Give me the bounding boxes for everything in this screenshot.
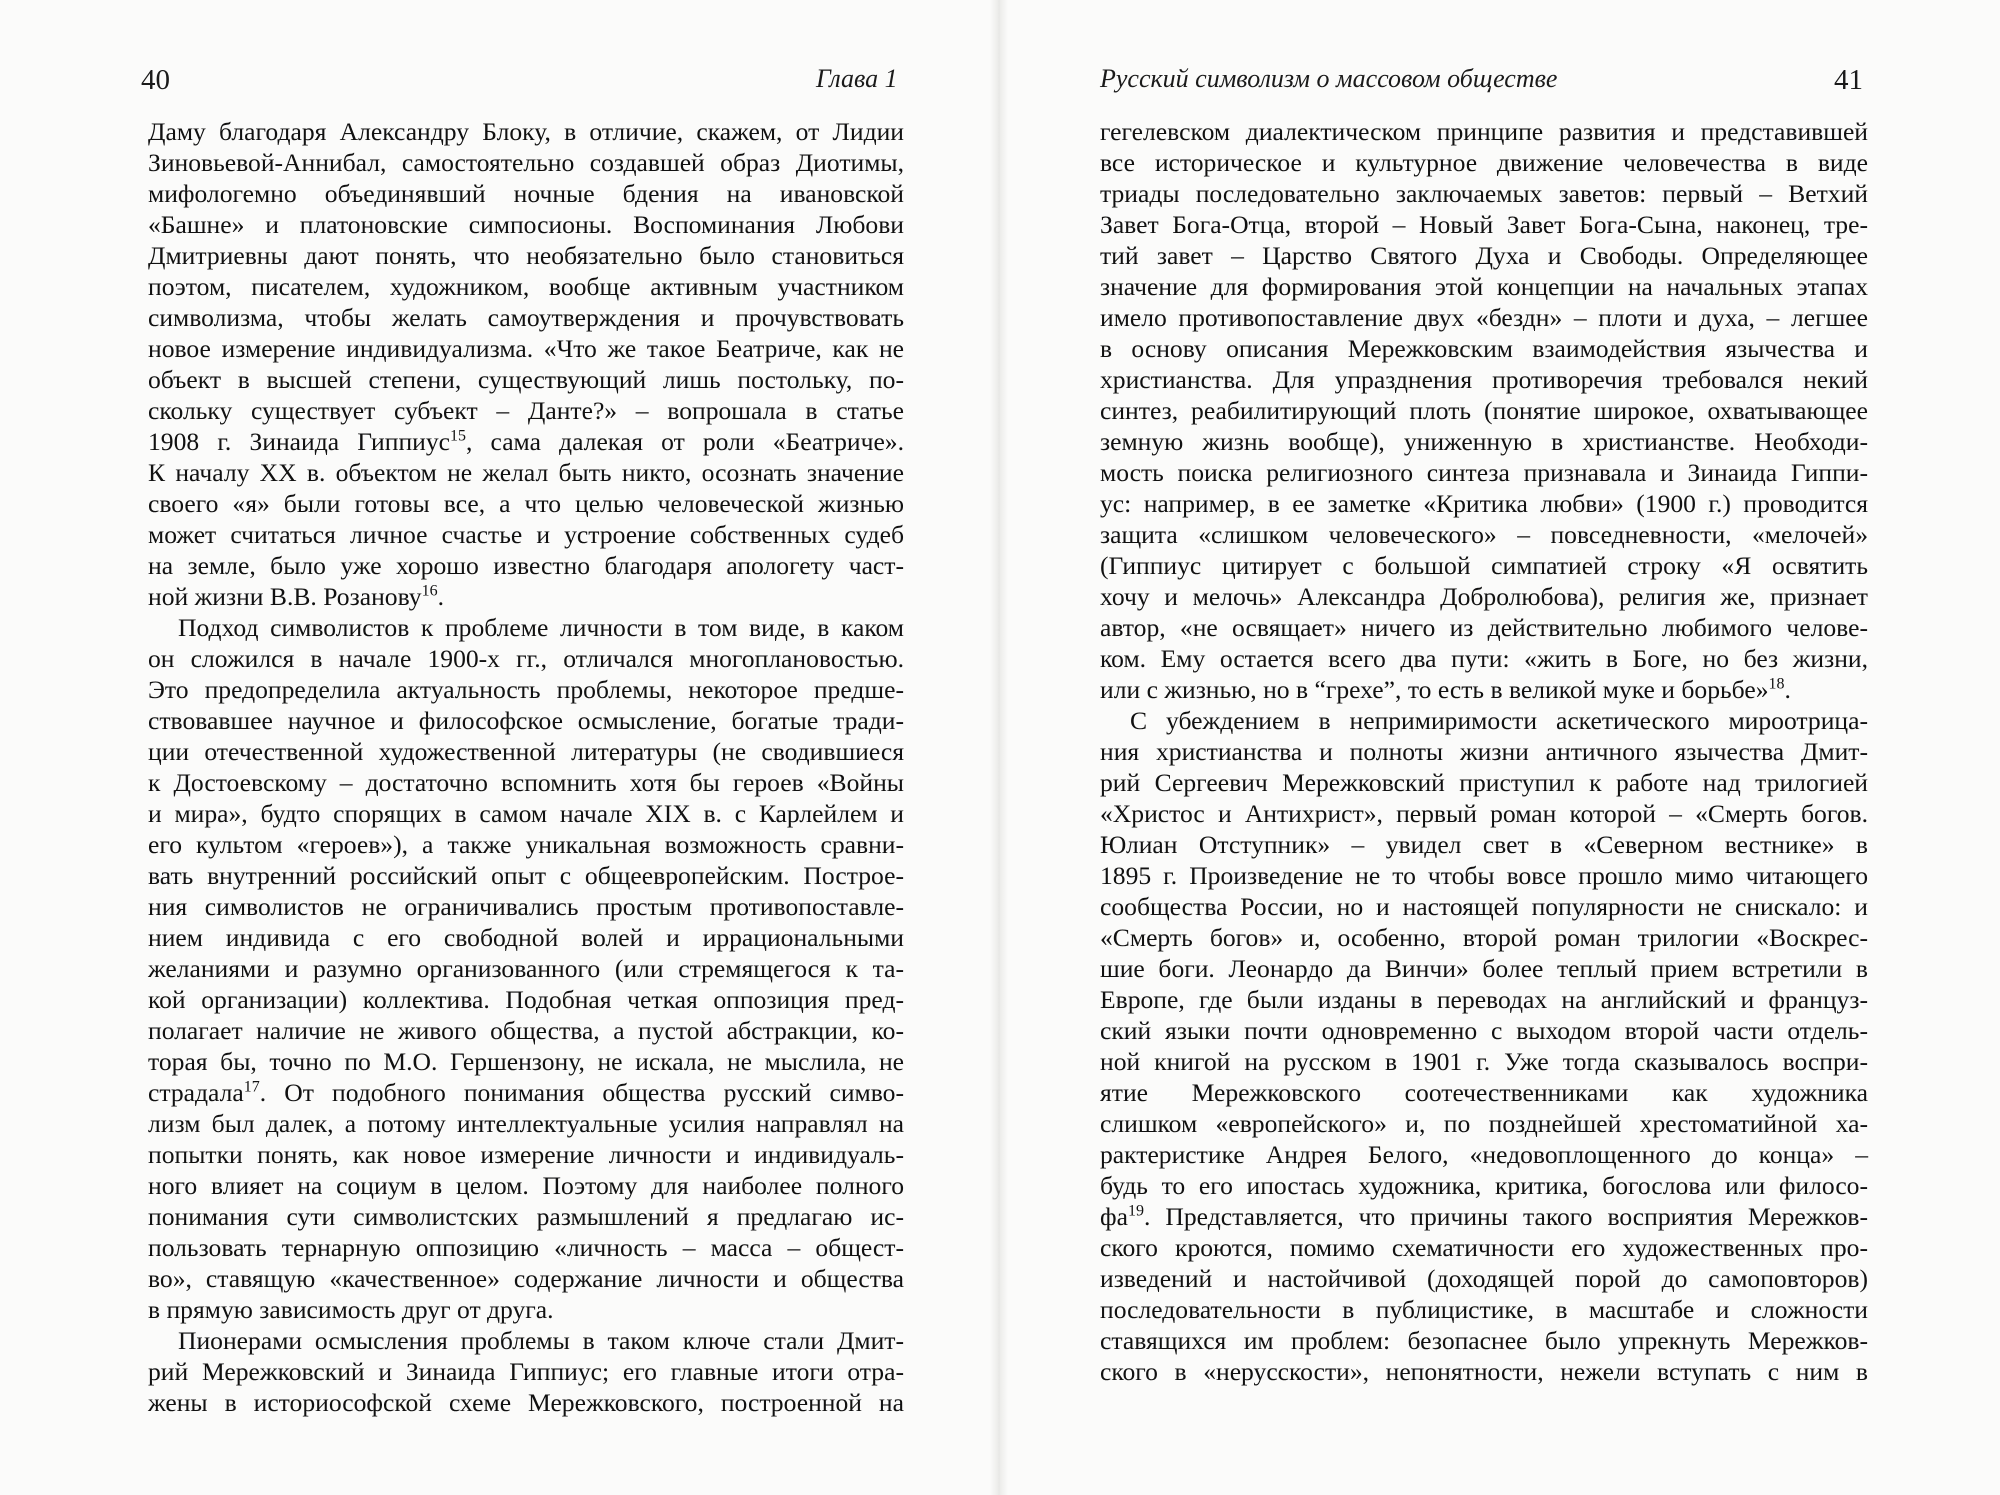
text-line <box>148 891 904 922</box>
text-line <box>148 953 904 984</box>
text-line <box>148 209 904 240</box>
text-line <box>148 1108 904 1139</box>
line-text: ния христианства и полноты жизни античного язычества Дмит- <box>1100 737 1868 766</box>
line-text: ции отечественной художественной литературы (не сводившиеся <box>148 737 904 766</box>
line-text: желаниями и разумно организованного (или стремящегося к та- <box>148 954 904 983</box>
text-line <box>1100 798 1868 829</box>
line-text: поэтом, писателем, художником, вообще активным участником <box>148 272 904 301</box>
text-line <box>148 984 904 1015</box>
line-text: полагает наличие не живого общества, а пустой абстракции, ко- <box>148 1016 904 1045</box>
text-line <box>148 1201 904 1232</box>
left-page <box>0 0 990 1495</box>
text-line <box>148 1077 904 1108</box>
text-line <box>1100 1325 1868 1356</box>
text-line <box>1100 736 1868 767</box>
line-text: слишком «европейского» и, по позднейшей хрестоматийной ха- <box>1100 1109 1868 1138</box>
line-text: ставящихся им проблем: безопаснее было упрекнуть Мережков- <box>1100 1326 1868 1355</box>
text-line <box>1100 333 1868 364</box>
line-text: жены в историософской схеме Мережковского, построенной на <box>148 1388 904 1417</box>
text-line <box>1100 1232 1868 1263</box>
text-line <box>148 395 904 426</box>
text-line <box>148 178 904 209</box>
line-text: или с жизнью, но в “грехе”, то есть в великой муке и борьбе» <box>1100 675 1769 704</box>
text-line <box>148 705 904 736</box>
line-text: рактеристике Андрея Белого, «недовоплощенного до конца» – <box>1100 1140 1868 1169</box>
text-line <box>148 1170 904 1201</box>
text-line <box>148 550 904 581</box>
text-line <box>1100 395 1868 426</box>
line-text: ной жизни В.В. Розанову <box>148 582 422 611</box>
text-line <box>1100 1356 1868 1387</box>
line-text: ной книгой на русском в 1901 г. Уже тогда сказывалось воспри- <box>1100 1047 1868 1076</box>
line-text: понимания сути символистских размышлений я предлагаю ис- <box>148 1202 904 1231</box>
line-text: лизм был далек, а потому интеллектуальные усилия направлял на <box>148 1109 904 1138</box>
text-line <box>1100 147 1868 178</box>
line-text: 1895 г. Произведение не то чтобы вовсе прошло мимо читающего <box>1100 861 1868 890</box>
text-line <box>148 519 904 550</box>
line-text: его культом «героев»), а также уникальная возможность сравни- <box>148 830 904 859</box>
text-line <box>148 581 904 612</box>
text-line <box>1100 1294 1868 1325</box>
page-body-text <box>148 116 904 1418</box>
text-line <box>1100 1201 1868 1232</box>
line-text: Юлиан Отступник» – увидел свет в «Северном вестнике» в <box>1100 830 1868 859</box>
line-text: «Башне» и платоновские симпосионы. Воспоминания Любови <box>148 210 904 239</box>
line-text: новое измерение индивидуализма. «Что же такое Беатриче, как не <box>148 334 904 363</box>
footnote-ref: 17 <box>243 1078 260 1096</box>
text-line <box>1100 550 1868 581</box>
line-text: К началу XX в. объектом не желал быть никто, осознать значение <box>148 458 904 487</box>
line-text: Подход символистов к проблеме личности в том виде, в каком <box>178 613 904 642</box>
line-text: ятие Мережковского соотечественниками как художника <box>1100 1078 1868 1107</box>
text-line <box>1100 829 1868 860</box>
line-text: Зиновьевой-Аннибал, самостоятельно создавшей образ Диотимы, <box>148 148 904 177</box>
line-text: скольку существует субъект – Данте?» – вопрошала в статье <box>148 396 904 425</box>
line-text: мифологемно объединявший ночные бдения на ивановской <box>148 179 904 208</box>
page-number: 41 <box>1834 64 1863 96</box>
text-line <box>1100 178 1868 209</box>
text-line <box>1100 1077 1868 1108</box>
line-text: 1908 г. Зинаида Гиппиус <box>148 427 450 456</box>
text-line <box>1100 519 1868 550</box>
text-line <box>1100 457 1868 488</box>
text-line <box>1100 860 1868 891</box>
line-text: Это предопределила актуальность проблемы, некоторое предше- <box>148 675 904 704</box>
line-text: кой организации) коллектива. Подобная четкая оппозиция пред- <box>148 985 904 1014</box>
line-text: . <box>437 582 444 611</box>
text-line <box>148 1015 904 1046</box>
text-line <box>1100 1263 1868 1294</box>
text-line <box>1100 674 1868 705</box>
line-text: к Достоевскому – достаточно вспомнить хотя бы героев «Войны <box>148 768 904 797</box>
line-text: значение для формирования этой концепции на начальных этапах <box>1100 272 1868 301</box>
line-text: имело противопоставление двух «бездн» – плоти и духа, – легшее <box>1100 303 1868 332</box>
text-line <box>1100 767 1868 798</box>
text-line <box>1100 1170 1868 1201</box>
line-text: и мира», будто спорящих в самом начале XIX в. с Карлейлем и <box>148 799 904 828</box>
line-text: символизма, чтобы желать самоутверждения и прочувствовать <box>148 303 904 332</box>
text-line <box>1100 891 1868 922</box>
text-line <box>148 1387 904 1418</box>
text-line <box>148 798 904 829</box>
line-text: во», ставящую «качественное» содержание личности и общества <box>148 1264 904 1293</box>
text-line <box>148 333 904 364</box>
line-text: будь то его ипостась художника, критика, богослова или филосо- <box>1100 1171 1868 1200</box>
text-line <box>1100 116 1868 147</box>
line-text: вать внутренний российский опыт с общеевропейским. Построе- <box>148 861 904 890</box>
line-text: последовательности в публицистике, в масштабе и сложности <box>1100 1295 1868 1324</box>
footnote-ref: 15 <box>450 427 466 445</box>
text-line <box>148 612 904 643</box>
line-text: «Смерть богов» и, особенно, второй роман трилогии «Воскрес- <box>1100 923 1868 952</box>
line-text: попытки понять, как новое измерение личности и индивидуаль- <box>148 1140 904 1169</box>
line-text: триады последовательно заключаемых заветов: первый – Ветхий <box>1100 179 1868 208</box>
line-text: . Представляется, что причины такого восприятия Мережков- <box>1143 1202 1868 1231</box>
line-text: , сама далекая от роли «Беатриче». <box>466 427 905 456</box>
text-line <box>148 674 904 705</box>
line-text: синтез, реабилитирующий плоть (понятие широкое, охватывающее <box>1100 396 1868 425</box>
page-number: 40 <box>141 64 170 96</box>
text-line <box>148 488 904 519</box>
text-line <box>148 643 904 674</box>
line-text: Пионерами осмысления проблемы в таком ключе стали Дмит- <box>178 1326 904 1355</box>
line-text: фа <box>1100 1202 1128 1231</box>
text-line <box>148 116 904 147</box>
line-text: ского в «нерусскости», непонятности, нежели вступать с ним в <box>1100 1357 1868 1386</box>
line-text: С убеждением в непримиримости аскетического мироотрица- <box>1130 706 1868 735</box>
text-line <box>148 1046 904 1077</box>
line-text: в основу описания Мережковским взаимодействия язычества и <box>1100 334 1868 363</box>
line-text: автор, «не освящает» ничего из действительно любимого челове- <box>1100 613 1868 642</box>
line-text: Завет Бога-Отца, второй – Новый Завет Бога-Сына, наконец, тре- <box>1100 210 1868 239</box>
text-line <box>1100 705 1868 736</box>
line-text: земную жизнь вообще), униженную в христианстве. Необходи- <box>1100 427 1868 456</box>
line-text: христианства. Для упразднения противоречия требовался некий <box>1100 365 1868 394</box>
text-line <box>148 1294 904 1325</box>
line-text: гегелевском диалектическом принципе развития и представившей <box>1100 117 1868 146</box>
line-text: своего «я» были готовы все, а что целью человеческой жизнью <box>148 489 904 518</box>
running-head: Русский символизм о массовом обществе <box>1100 64 1558 93</box>
line-text: рий Сергеевич Мережковский приступил к работе над трилогией <box>1100 768 1868 797</box>
line-text: ского кроются, помимо схематичности его художественных про- <box>1100 1233 1868 1262</box>
text-line <box>148 860 904 891</box>
line-text: Даму благодаря Александру Блоку, в отличие, скажем, от Лидии <box>148 117 904 146</box>
line-text: ский языки почти одновременно с выходом второй части отдель- <box>1100 1016 1868 1045</box>
text-line <box>148 736 904 767</box>
line-text: нием индивида с его свободной волей и иррациональными <box>148 923 904 952</box>
text-line <box>148 1232 904 1263</box>
footnote-ref: 16 <box>421 582 438 600</box>
page-body-text <box>1100 116 1868 1387</box>
line-text: ствовавшее научное и философское осмысление, богатые тради- <box>148 706 904 735</box>
text-line <box>148 767 904 798</box>
line-text: шие боги. Леонардо да Винчи» более теплый прием встретили в <box>1100 954 1868 983</box>
line-text: сообщества России, но и настоящей популярности не снискало: и <box>1100 892 1868 921</box>
line-text: он сложился в начале 1900-х гг., отличался многоплановостью. <box>148 644 904 673</box>
text-line <box>1100 1015 1868 1046</box>
line-text: тий завет – Царство Святого Духа и Свободы. Определяющее <box>1100 241 1868 270</box>
text-line <box>1100 612 1868 643</box>
text-line <box>148 364 904 395</box>
line-text: в прямую зависимость друг от друга. <box>148 1295 554 1324</box>
line-text: Дмитриевны дают понять, что необязательно было становиться <box>148 241 904 270</box>
right-page <box>1008 0 1998 1495</box>
line-text: на земле, было уже хорошо известно благодаря апологету част- <box>148 551 904 580</box>
line-text: ния символистов не ограничивались простым противопоставле- <box>148 892 904 921</box>
text-line <box>1100 240 1868 271</box>
text-line <box>1100 426 1868 457</box>
line-text: «Христос и Антихрист», первый роман которой – «Смерть богов. <box>1100 799 1868 828</box>
line-text: Европе, где были изданы в переводах на английский и француз- <box>1100 985 1868 1014</box>
text-line <box>1100 984 1868 1015</box>
text-line <box>1100 488 1868 519</box>
line-text: страдала <box>148 1078 244 1107</box>
line-text: мость поиска религиозного синтеза признавала и Зинаида Гиппи- <box>1100 458 1868 487</box>
line-text: ного влияет на социум в целом. Поэтому для наиболее полного <box>148 1171 904 1200</box>
line-text: изведений и настойчивой (доходящей порой до самоповторов) <box>1100 1264 1868 1293</box>
line-text: . От подобного понимания общества русский симво- <box>259 1078 904 1107</box>
text-line <box>1100 209 1868 240</box>
line-text: хочу и мелочь» Александра Добролюбова), религия же, признает <box>1100 582 1868 611</box>
book-gutter <box>990 0 1008 1495</box>
line-text: ус: например, в ее заметке «Критика любви» (1900 г.) проводится <box>1100 489 1868 518</box>
text-line <box>1100 1139 1868 1170</box>
text-line <box>148 302 904 333</box>
text-line <box>148 271 904 302</box>
line-text: все историческое и культурное движение человечества в виде <box>1100 148 1868 177</box>
text-line <box>1100 1108 1868 1139</box>
line-text: пользовать тернарную оппозицию «личность – масса – общест- <box>148 1233 904 1262</box>
footnote-ref: 19 <box>1127 1202 1144 1220</box>
text-line <box>148 426 904 457</box>
text-line <box>1100 581 1868 612</box>
text-line <box>148 457 904 488</box>
text-line <box>1100 364 1868 395</box>
text-line <box>1100 1046 1868 1077</box>
line-text: ком. Ему остается всего два пути: «жить в Боге, но без жизни, <box>1100 644 1868 673</box>
text-line <box>1100 953 1868 984</box>
line-text: может считаться личное счастье и устроение собственных судеб <box>148 520 904 549</box>
running-head: Глава 1 <box>816 64 898 93</box>
line-text: защита «слишком человеческого» – повседневности, «мелочей» <box>1100 520 1868 549</box>
line-text: (Гиппиус цитирует с большой симпатией строку «Я освятить <box>1100 551 1868 580</box>
line-text: торая бы, точно по М.О. Гершензону, не искала, не мыслила, не <box>148 1047 904 1076</box>
text-line <box>148 922 904 953</box>
text-line <box>148 147 904 178</box>
text-line <box>1100 302 1868 333</box>
text-line <box>148 1263 904 1294</box>
text-line <box>148 1356 904 1387</box>
footnote-ref: 18 <box>1768 675 1785 693</box>
text-line <box>148 1139 904 1170</box>
text-line <box>148 1325 904 1356</box>
text-line <box>148 240 904 271</box>
text-line <box>1100 271 1868 302</box>
line-text: . <box>1784 675 1791 704</box>
text-line <box>1100 922 1868 953</box>
text-line <box>1100 643 1868 674</box>
line-text: объект в высшей степени, существующий лишь постольку, по- <box>148 365 904 394</box>
text-line <box>148 829 904 860</box>
line-text: рий Мережковский и Зинаида Гиппиус; его главные итоги отра- <box>148 1357 904 1386</box>
